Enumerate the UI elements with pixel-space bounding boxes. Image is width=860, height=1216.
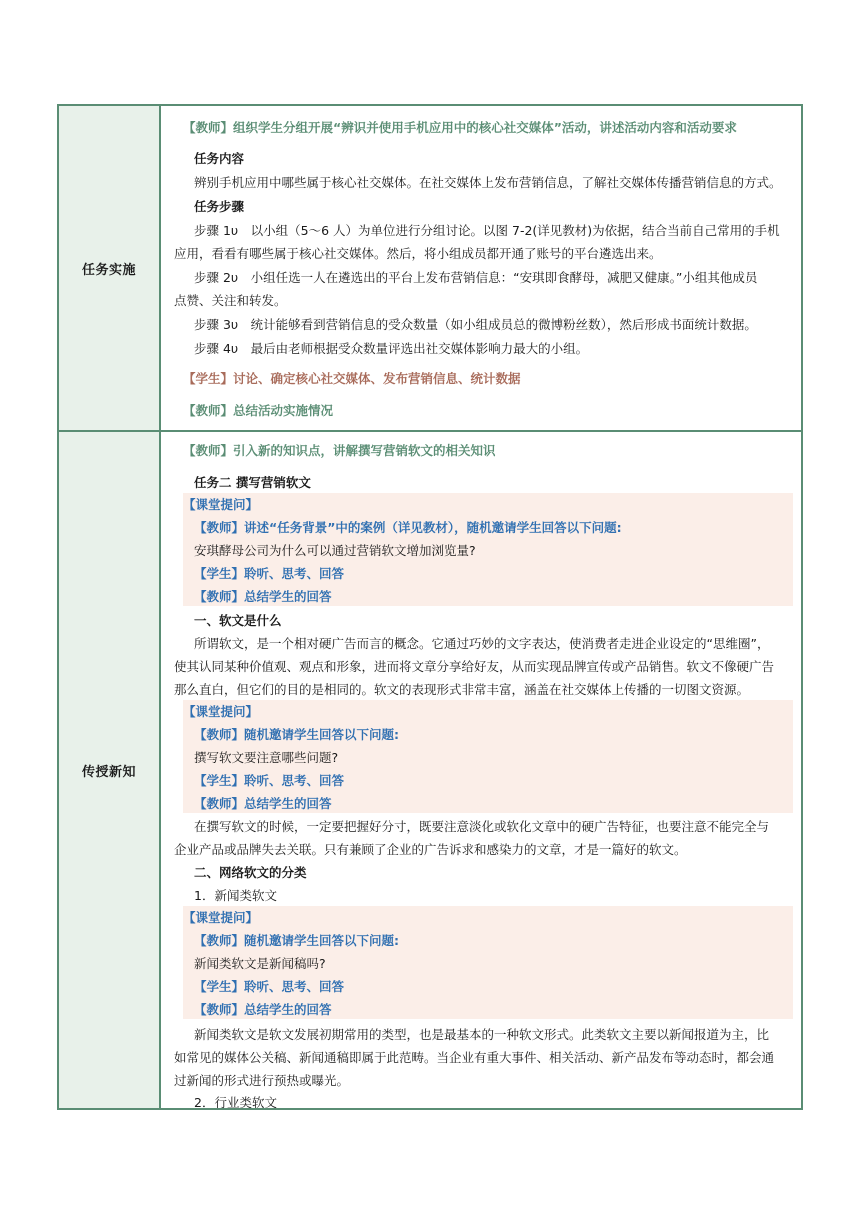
question-text: 安琪酵母公司为什么可以通过营销软文增加浏览量? <box>194 543 476 558</box>
row-label-cell <box>59 106 161 430</box>
teacher-summary: 【教师】总结活动实施情况 <box>183 403 334 418</box>
question-tag: 【课堂提问】 <box>183 497 259 512</box>
writing-tips-line1: 在撰写软文的时候，一定要把握好分寸，既要注意淡化或软化文章中的硬广告特征，也要注意不能完全与 <box>194 819 770 834</box>
teacher-summary: 【教师】总结学生的回答 <box>194 589 332 604</box>
row-label-cell <box>59 432 161 1108</box>
student-response: 【学生】聆听、思考、回答 <box>194 566 345 581</box>
task-content-title: 任务内容 <box>194 151 245 166</box>
row-content-cell <box>161 432 801 1108</box>
task-content-text: 辨别手机应用中哪些属于核心社交媒体。在社交媒体上发布营销信息，了解社交媒体传播营销信息的方式。 <box>194 175 782 190</box>
teacher-prompt: 【教师】随机邀请学生回答以下问题: <box>194 933 399 948</box>
row-new-knowledge <box>59 432 801 1108</box>
question-tag: 【课堂提问】 <box>183 910 259 925</box>
section1-paragraph-line1: 所谓软文，是一个相对硬广告而言的概念。它通过巧妙的文字表达，使消费者走进企业设定的“思维圈”， <box>194 636 770 651</box>
step1-line2: 应用，看看有哪些属于核心社交媒体。然后，将小组成员都开通了账号的平台遴选出来。 <box>174 246 662 261</box>
row-content-cell <box>161 106 801 430</box>
task2-title: 任务二 撰写营销软文 <box>194 475 311 490</box>
row-label: 任务实施 <box>81 262 136 278</box>
step1-line1: 步骤 1υ 以小组（5～6 人）为单位进行分组讨论。以图 7-2(详见教材)为依据，结合当前自己常用的手机 <box>194 223 780 238</box>
news-paragraph-line3: 过新闻的形式进行预热或曝光。 <box>174 1073 350 1088</box>
task-steps-title: 任务步骤 <box>194 199 245 214</box>
question-text: 新闻类软文是新闻稿吗? <box>194 956 326 971</box>
step4-line: 步骤 4υ 最后由老师根据受众数量评选出社交媒体影响力最大的小组。 <box>194 341 589 356</box>
step3-line: 步骤 3υ 统计能够看到营销信息的受众数量（如小组成员总的微博粉丝数），然后形成书面统计数据。 <box>194 317 757 332</box>
writing-tips-line2: 企业产品或品牌失去关联。只有兼顾了企业的广告诉求和感染力的文章，才是一篇好的软文。 <box>174 842 687 857</box>
row-label: 传授新知 <box>81 764 136 780</box>
teacher-summary: 【教师】总结学生的回答 <box>194 796 332 811</box>
question-tag: 【课堂提问】 <box>183 704 259 719</box>
news-paragraph-line2: 如常见的媒体公关稿、新闻通稿即属于此范畴。当企业有重大事件、相关活动、新产品发布等动态时，都会通 <box>174 1050 775 1065</box>
subsection1-title: 1．新闻类软文 <box>194 888 277 903</box>
step2-line2: 点赞、关注和转发。 <box>174 293 287 308</box>
student-response: 【学生】聆听、思考、回答 <box>194 773 345 788</box>
teacher-summary: 【教师】总结学生的回答 <box>194 1002 332 1017</box>
section1-paragraph-line2: 使其认同某种价值观、观点和形象，进而将文章分享给好友，从而实现品牌宣传或产品销售。软文不像硬广告 <box>174 659 775 674</box>
student-response: 【学生】聆听、思考、回答 <box>194 979 345 994</box>
row-task-implementation <box>59 106 801 432</box>
section1-title: 一、软文是什么 <box>194 613 282 628</box>
news-paragraph-line1: 新闻类软文是软文发展初期常用的类型，也是最基本的一种软文形式。此类软文主要以新闻报道为主，比 <box>194 1027 770 1042</box>
teacher-intro: 【教师】引入新的知识点，讲解撰写营销软文的相关知识 <box>183 443 496 458</box>
section2-title: 二、网络软文的分类 <box>194 865 307 880</box>
section1-paragraph-line3: 那么直白，但它们的目的是相同的。软文的表现形式非常丰富，涵盖在社交媒体上传播的一切图文资源。 <box>174 682 750 697</box>
question-text: 撰写软文要注意哪些问题? <box>194 750 339 765</box>
teacher-prompt: 【教师】随机邀请学生回答以下问题: <box>194 727 399 742</box>
student-activity: 【学生】讨论、确定核心社交媒体、发布营销信息、统计数据 <box>183 371 521 386</box>
step2-line1: 步骤 2υ 小组任选一人在遴选出的平台上发布营销信息：“安琪即食酵母，减肥又健康。”小组其他成员 <box>194 270 758 285</box>
lesson-table <box>57 104 803 1110</box>
teacher-prompt: 【教师】讲述“任务背景”中的案例（详见教材），随机邀请学生回答以下问题: <box>194 520 622 535</box>
subsection2-title: 2．行业类软文 <box>194 1095 277 1108</box>
teacher-intro: 【教师】组织学生分组开展“辨识并使用手机应用中的核心社交媒体”活动，讲述活动内容和活动要求 <box>183 120 737 135</box>
